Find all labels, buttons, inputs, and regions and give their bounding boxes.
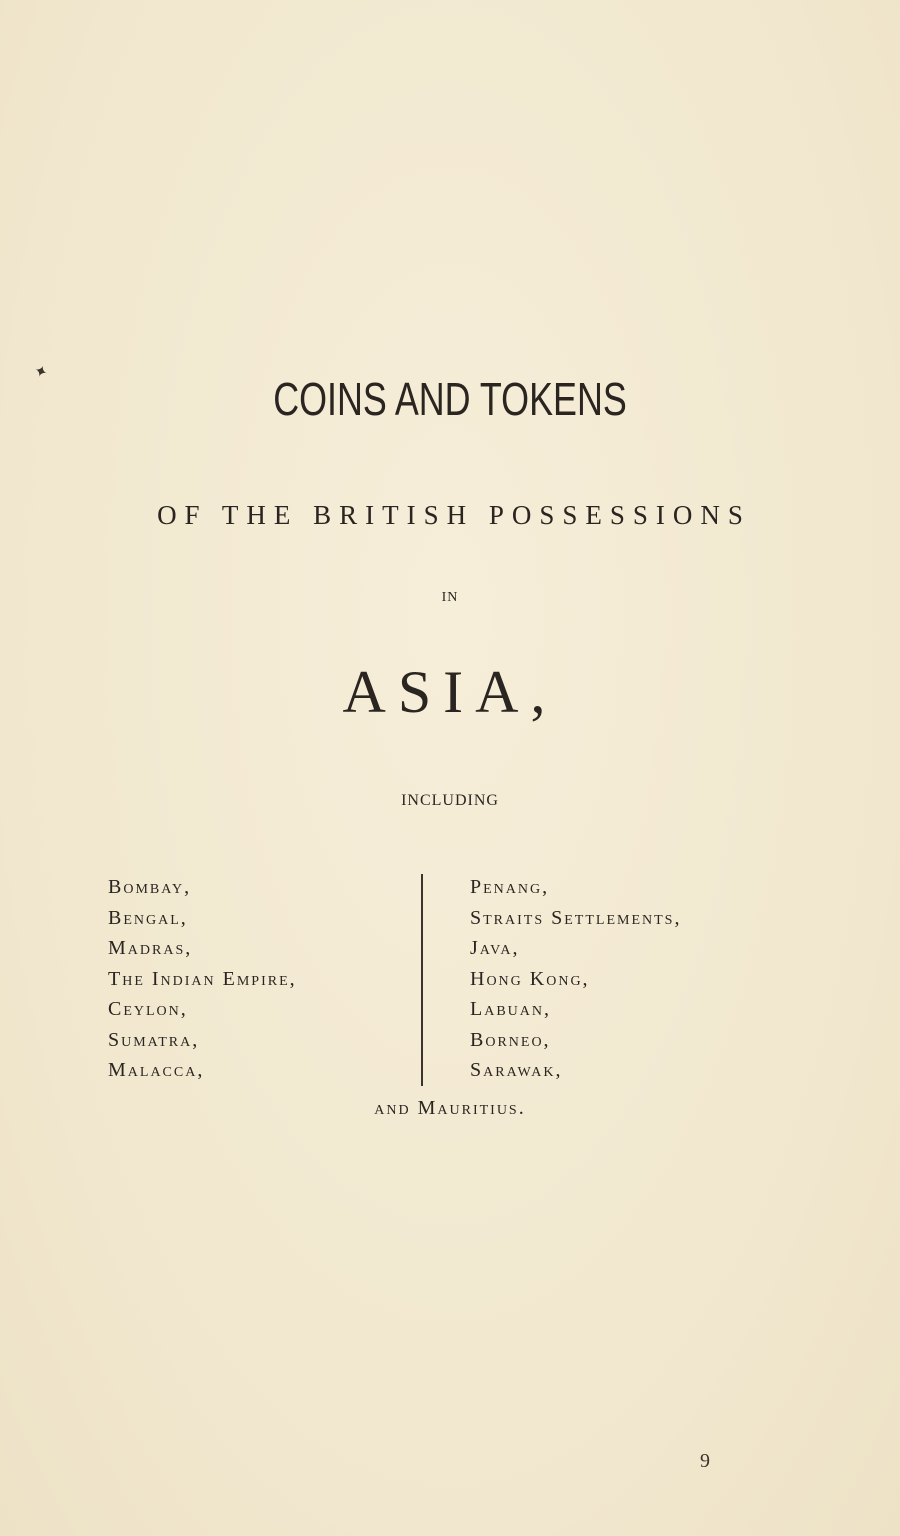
- place-item: Straits Settlements,: [470, 906, 682, 929]
- place-item: The Indian Empire,: [108, 967, 297, 990]
- place-item: Ceylon,: [108, 998, 188, 1020]
- region-heading: ASIA,: [342, 659, 558, 725]
- column-divider: [421, 874, 423, 1086]
- place-item: Penang,: [470, 876, 550, 898]
- including-label: INCLUDING: [401, 792, 499, 809]
- place-item: Labuan,: [470, 998, 551, 1020]
- right-place-list: [470, 872, 681, 1086]
- closing-line: and Mauritius.: [374, 1097, 526, 1119]
- book-subtitle: OF THE BRITISH POSSESSIONS: [157, 500, 751, 530]
- place-item: Sumatra,: [108, 1028, 200, 1051]
- place-item: Bombay,: [108, 876, 192, 898]
- place-item: Borneo,: [470, 1028, 551, 1051]
- left-place-list: [108, 872, 297, 1086]
- connector-word: IN: [441, 590, 459, 605]
- place-item: Java,: [470, 937, 520, 959]
- place-item: Bengal,: [108, 906, 188, 929]
- place-item: Hong Kong,: [470, 967, 590, 990]
- place-item: Sarawak,: [470, 1059, 563, 1081]
- book-title: COINS AND TOKENS: [273, 373, 627, 425]
- place-item: Madras,: [108, 937, 193, 959]
- margin-mark: ✦: [31, 362, 50, 383]
- place-item: Malacca,: [108, 1059, 205, 1081]
- page-number: 9: [700, 1450, 710, 1472]
